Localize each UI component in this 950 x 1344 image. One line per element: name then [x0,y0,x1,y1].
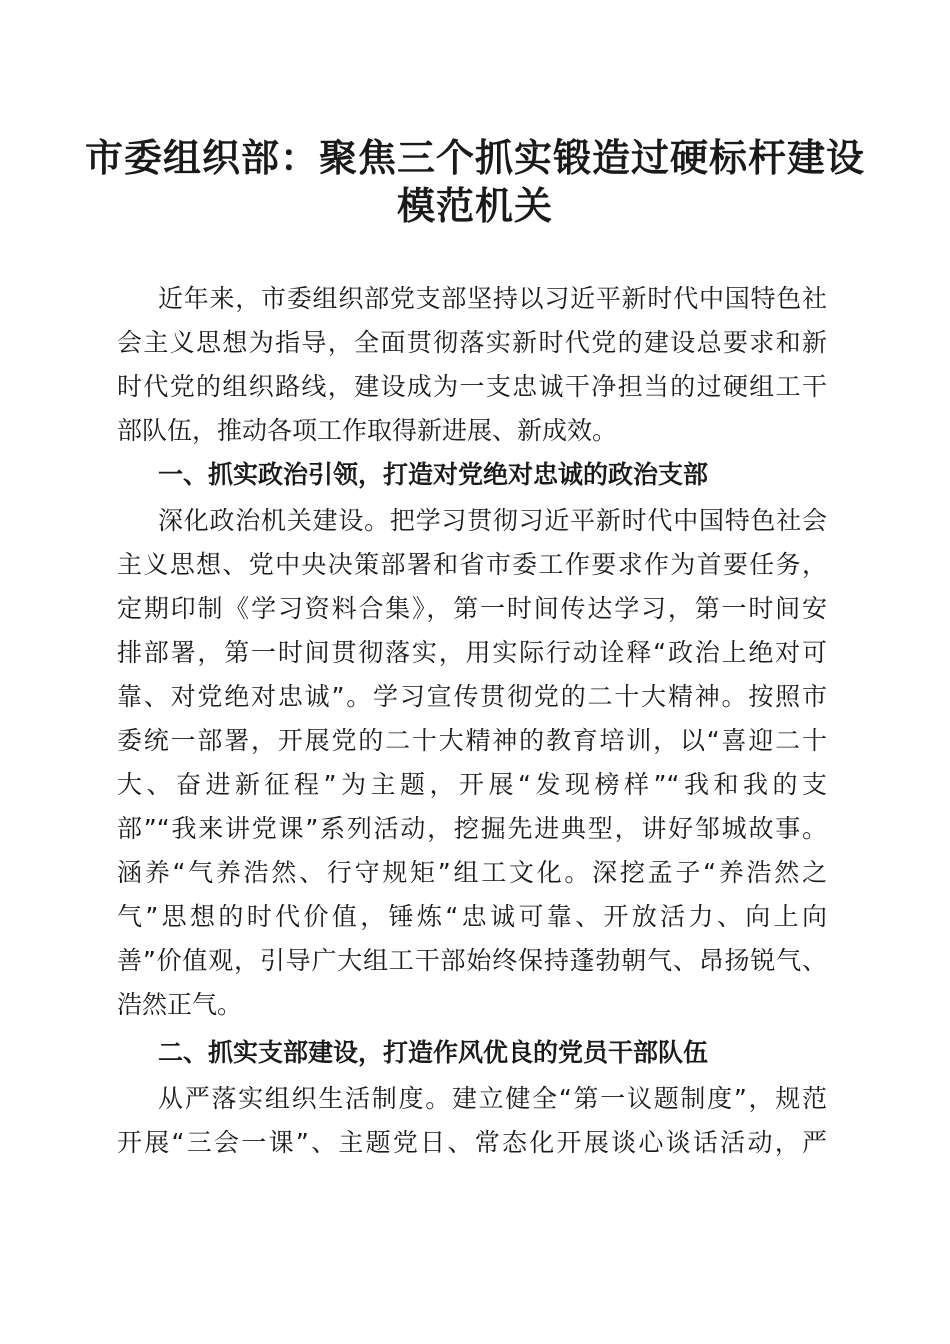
section1-line: 排部署，第一时间贯彻落实，用实际行动诠释“政治上绝对可 [117,638,827,667]
section2-heading: 二、抓实支部建设，打造作风优良的党员干部队伍 [158,1038,709,1067]
section2-line: 从严落实组织生活制度。建立健全“第一议题制度”，规范 [158,1084,827,1113]
intro-line: 时代党的组织路线，建设成为一支忠诚干净担当的过硬组工干 [117,372,827,401]
section1-line: 气”思想的时代价值，锤炼“忠诚可靠、开放活力、向上向 [117,902,827,931]
intro-line: 会主义思想为指导，全面贯彻落实新时代党的建设总要求和新 [117,328,827,357]
section1-line: 定期印制《学习资料合集》，第一时间传达学习，第一时间安 [117,594,827,623]
section1-line: 深化政治机关建设。把学习贯彻习近平新时代中国特色社会 [158,506,827,535]
section2-line: 开展“三会一课”、主题党日、常态化开展谈心谈话活动，严 [117,1128,827,1157]
section1-line: 浩然正气。 [117,990,243,1019]
section1-line: 涵养“气养浩然、行守规矩”组工文化。深挖孟子“养浩然之 [117,858,827,887]
section1-line: 主义思想、党中央决策部署和省市委工作要求作为首要任务， [117,550,827,579]
section1-line: 善”价值观，引导广大组工干部始终保持蓬勃朝气、昂扬锐气、 [117,946,827,975]
section1-line: 委统一部署，开展党的二十大精神的教育培训，以“喜迎二十 [117,726,827,755]
intro-line: 近年来，市委组织部党支部坚持以习近平新时代中国特色社 [158,284,827,313]
document-title-line2: 模范机关 [396,183,553,228]
intro-line: 部队伍，推动各项工作取得新进展、新成效。 [117,416,618,445]
section1-heading: 一、抓实政治引领，打造对党绝对忠诚的政治支部 [158,460,709,489]
section1-line: 大、奋进新征程”为主题，开展“发现榜样”“我和我的支 [117,770,827,799]
section1-line: 靠、对党绝对忠诚”。学习宣传贯彻党的二十大精神。按照市 [117,682,827,711]
document-title-line1: 市委组织部：聚焦三个抓实锻造过硬标杆建设 [84,135,865,180]
section1-line: 部”“我来讲党课”系列活动，挖掘先进典型，讲好邹城故事。 [117,814,827,843]
